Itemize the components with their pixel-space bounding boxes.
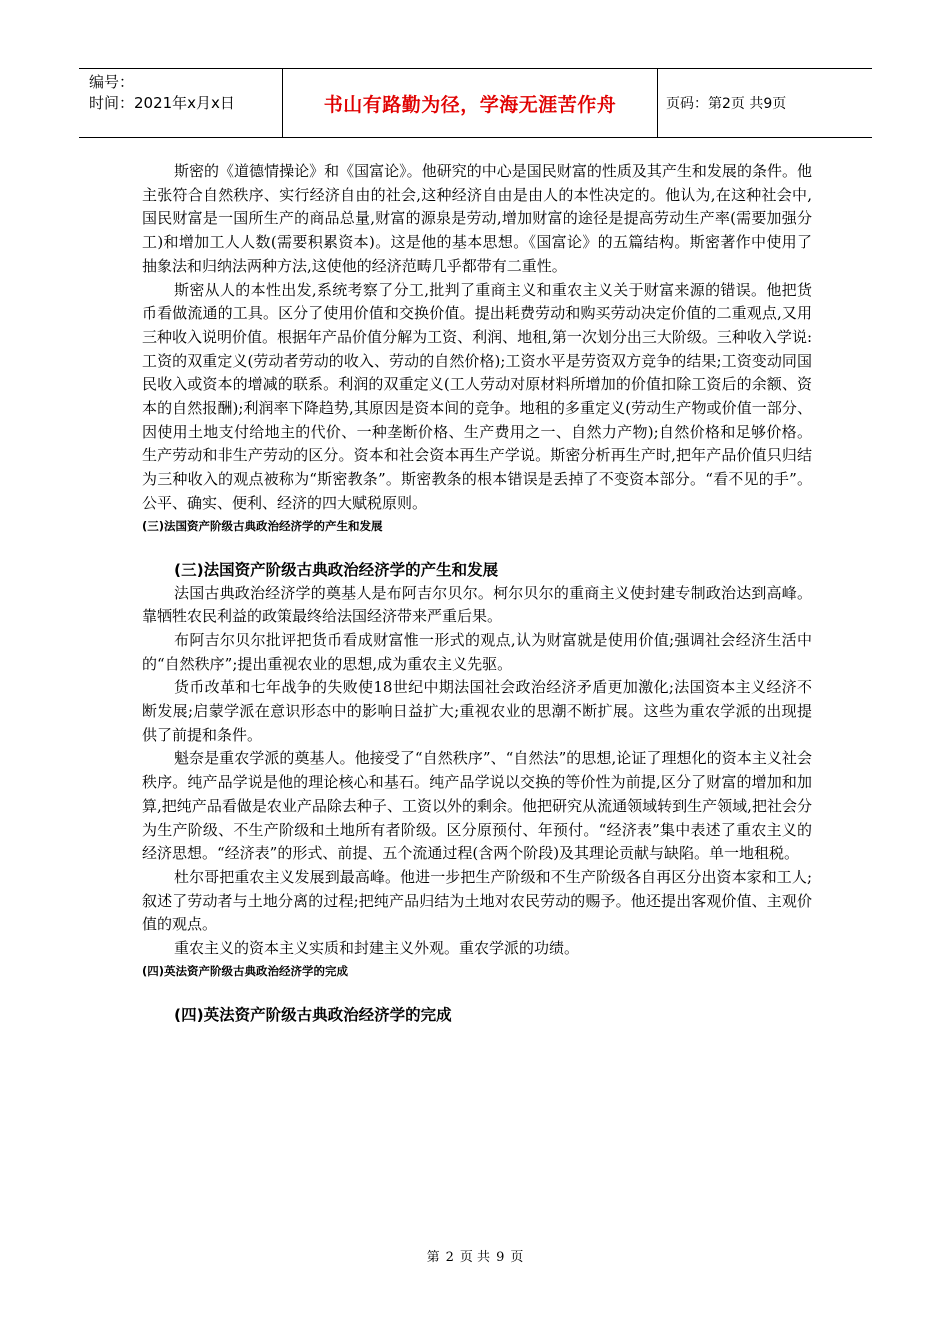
paragraph: 布阿吉尔贝尔批评把货币看成财富惟一形式的观点,认为财富就是使用价值;强调社会经济生活中的“自然秩序”;提出重视农业的思想,成为重农主义先驱。 (142, 630, 812, 673)
header-motto: 书山有路勤为径，学海无涯苦作舟 (283, 69, 658, 137)
footer-page-number: 2 (445, 1250, 454, 1265)
small-heading: (三)法国资产阶级古典政治经济学的产生和发展 (142, 518, 383, 533)
paragraph: 货币改革和七年战争的失败使18世纪中期法国社会政治经济矛盾更加激化;法国资本主义经济不断发展;启蒙学派在意识形态中的影响日益扩大;重视农业的思潮不断扩展。这些为重农学派的出现提供了前提和条件。 (142, 678, 812, 744)
document-body (142, 160, 812, 1027)
footer-total-pages: 9 (496, 1250, 505, 1265)
footer-suffix: 页 (510, 1250, 524, 1265)
paragraph: 斯密从人的本性出发,系统考察了分工,批判了重商主义和重农主义关于财富来源的错误。他把货币看做流通的工具。区分了使用价值和交换价值。提出耗费劳动和购买劳动决定价值的二重观点,又用三种收入说明价值。根据年产品价值分解为工资、利润、地租,第一次划分出三大阶级。三种收入学说:工资的双重定义(劳动者劳动的收入、劳动的自然价格);工资水平是劳资双方竞争的结果;工资变动同国民收入或资本的增减的联系。利润的双重定义(工人劳动对原材料所增加的价值扣除工资后的余额、资本的自然报酬);利润率下降趋势,其原因是资本间的竞争。地租的多重定义(劳动生产物或价值一部分、因使用土地支付给地主的代价、一种垄断价格、生产费用之一、自然力产物);自然价格和足够价格。生产劳动和非生产劳动的区分。资本和社会资本再生产学说。斯密分析再生产时,把年产品价值只归结为三种收入的观点被称为“斯密教条”。斯密教条的根本错误是丢掉了不变资本部分。“看不见的手”。公平、确实、便利、经济的四大赋税原则。 (142, 280, 812, 512)
page-header (79, 68, 872, 138)
small-heading: (四)英法资产阶级古典政治经济学的完成 (142, 963, 349, 978)
number-label: 编号： (89, 73, 135, 91)
page-footer (0, 1246, 950, 1265)
header-meta (79, 69, 283, 137)
paragraph: 法国古典政治经济学的奠基人是布阿吉尔贝尔。柯尔贝尔的重商主义使封建专制政治达到高峰。靠牺牲农民利益的政策最终给法国经济带来严重后果。 (142, 583, 812, 626)
paragraph: 斯密的《道德情操论》和《国富论》。他研究的中心是国民财富的性质及其产生和发展的条件。他主张符合自然秩序、实行经济自由的社会,这种经济自由是由人的本性决定的。他认为,在这种社会中,国民财富是一国所生产的商品总量,财富的源泉是劳动,增加财富的途径是提高劳动生产率(需要加强分工)和增加工人人数(需要积累资本)。这是他的基本思想。《国富论》的五篇结构。斯密著作中使用了抽象法和归纳法两种方法,这使他的经济范畴几乎都带有二重性。 (142, 162, 812, 275)
footer-prefix: 第 (426, 1250, 440, 1265)
paragraph: 重农主义的资本主义实质和封建主义外观。重农学派的功绩。 (174, 939, 580, 958)
header-page-label: 页码：第2页 共9页 (666, 96, 787, 112)
time-label: 时间：2021年x月x日 (89, 94, 235, 112)
paragraph: 魁奈是重农学派的奠基人。他接受了“自然秩序”、“自然法”的思想,论证了理想化的资本主义社会秩序。纯产品学说是他的理论核心和基石。纯产品学说以交换的等价性为前提,区分了财富的增加和加算,把纯产品看做是农业产品除去种子、工资以外的剩余。他把研究从流通领域转到生产领域,把社会分为生产阶级、不生产阶级和土地所有者阶级。区分原预付、年预付。“经济表”集中表述了重农主义的经济思想。“经济表”的形式、前提、五个流通过程(含两个阶段)及其理论贡献与缺陷。单一地租税。 (142, 749, 812, 863)
footer-mid: 页 共 (459, 1250, 491, 1265)
section-heading: (三)法国资产阶级古典政治经济学的产生和发展 (174, 560, 499, 579)
paragraph: 杜尔哥把重农主义发展到最高峰。他进一步把生产阶级和不生产阶级各自再区分出资本家和工人;叙述了劳动者与土地分离的过程;把纯产品归结为土地对农民劳动的赐予。他还提出客观价值、主观价值的观点。 (142, 867, 812, 934)
section-heading: (四)英法资产阶级古典政治经济学的完成 (174, 1005, 452, 1024)
